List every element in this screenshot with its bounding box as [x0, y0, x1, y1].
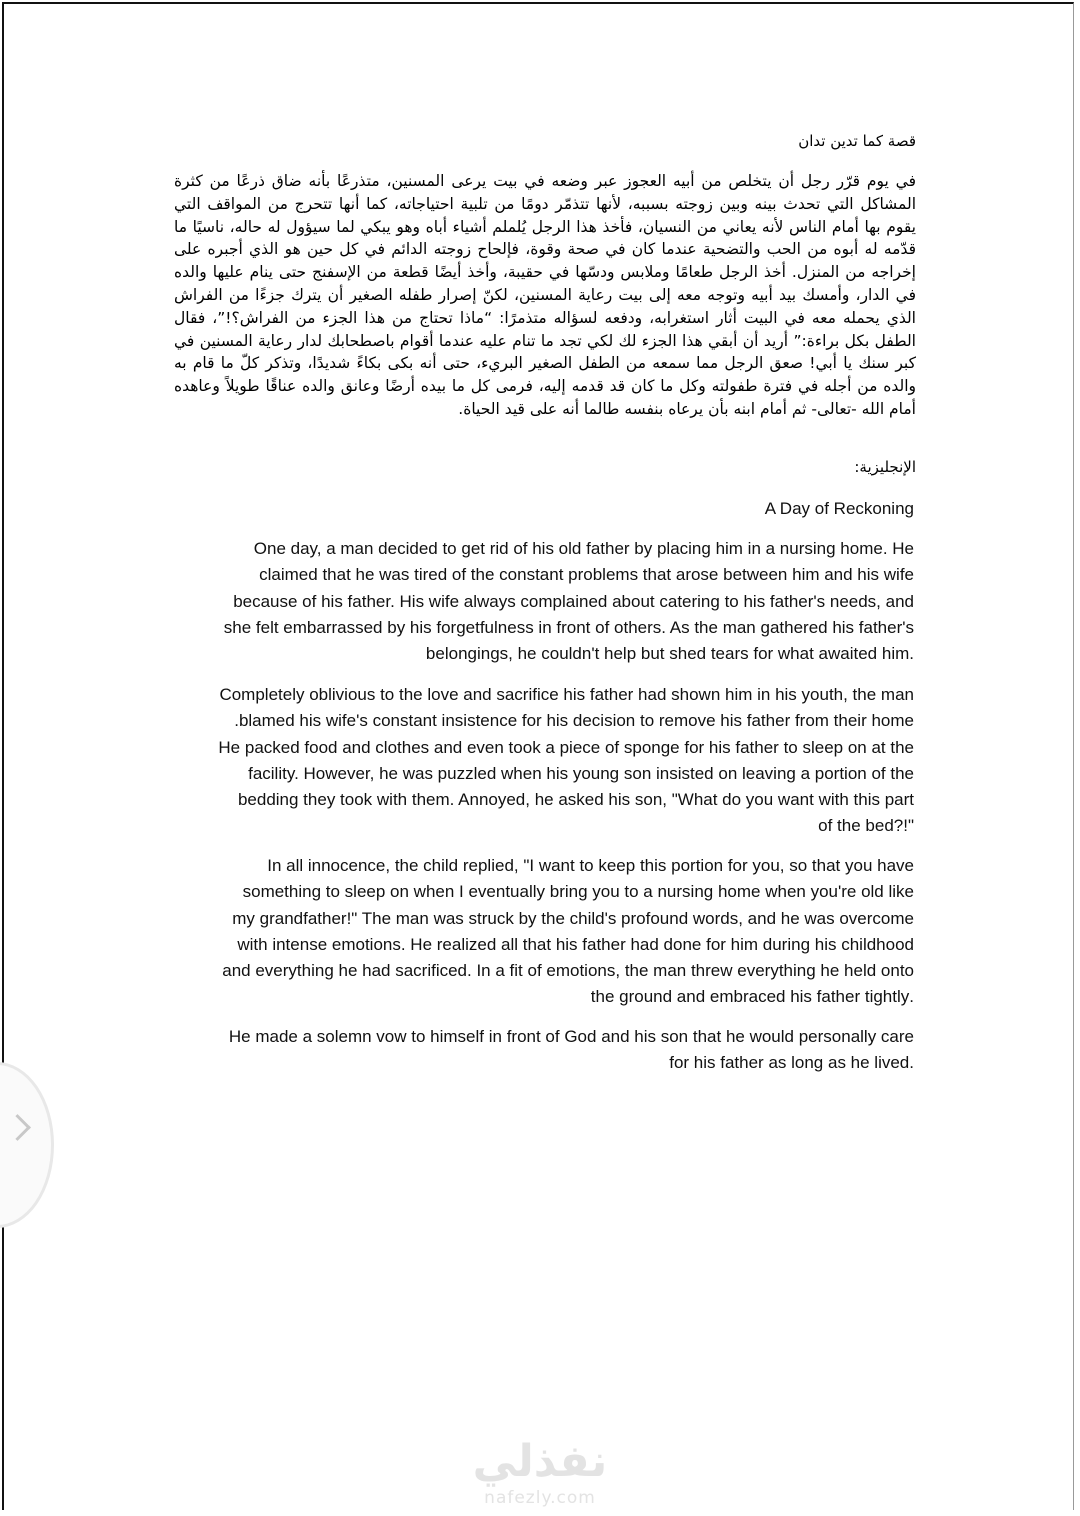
text-line: and everything he had sacrificed. In a fit of emotions, the man threw everything he held onto [222, 961, 914, 981]
english-section-label: الإنجليزية: [854, 458, 916, 476]
text-line: He made a solemn vow to himself in front of God and his son that he would personally care [228, 1027, 914, 1046]
text-line: claimed that he was tired of the constant problems that arose between him and his wife [259, 565, 914, 585]
text-line: "!?of the bed [818, 816, 914, 836]
arabic-body: في يوم قرّر رجل أن يتخلص من أبيه العجوز عبر وضعه في بيت يرعى المسنين، متذرعًا بأنه ضاق ذرعًا من كثرة المشاكل التي تحدث بينه وبين زوجته بسببه، لأنها تتذمّر دومًا من تلبية احتياجاته، كما أنها تتحرج من المواقف التي يقوم بها أمام الناس لأنه يعاني من النسيان، فأخذ هذا الرجل يُلملم أشياء أباه وهو يبكي لما سيؤول له حاله، ناسيًا ما قدّمه له أبوه من الحب والتضحية عندما كان في صحة وقوة، فإلحاح زوجته الدائم في كل حين هو الذي أجبره على إخراجه من المنزل. أخذ الرجل طعامًا وملابس ودسّها في حقيبة، وأخذ أيضًا قطعة من الإسفنج حتى ينام عليها والده في الدار، وأمسك بيد أبيه وتوجه معه إلى بيت رعاية المسنين، لكنّ إصرار طفله الصغير أن يترك جزءًا من الفراش الذي يحمله معه في البيت أثار استغرابه، ودفعه لسؤاله متذمرًا: “ماذا تحتاج من هذا الجزء من الفراش؟!”، فقال الطفل بكل براءة:” أريد أن أبقي هذا الجزء لك لكي تجد ما تنام عليه عندما أقوام باصطحابك لدار رعاية المسنين في كبر سنك يا أبي! صعق الرجل مما سمعه من الطفل الصغير البريء، حتى أنه بكى بكاءً شديدًا، وتذكر كلّ ما قام به والده من أجله في فترة طفولته وكل ما كان قد قدمه إليه، فرمى كل ما بيده أرضًا وعانق والده عناقًا طويلاً وعاهده أمام الله -تعالى- ثم أمام ابنه بأن يرعاه بنفسه طالما أنه على قيد الحياة. [174, 172, 916, 418]
watermark-url: nafezly.com [484, 1488, 596, 1508]
text-line: In all innocence, the child replied, "I want to keep this portion for you, so that you have [267, 856, 914, 875]
text-line: .the ground and embraced his father tightly [590, 987, 914, 1007]
text-line: .belongings, he couldn't help but shed tears for what awaited him [425, 644, 914, 664]
text-line: .for his father as long as he lived [669, 1053, 914, 1073]
text-line: something to sleep on when I eventually bring you to a nursing home when you're old like [242, 882, 914, 902]
text-line: One day, a man decided to get rid of his old father by placing him in a nursing home. He [253, 539, 914, 558]
english-paragraph-3 [154, 853, 914, 1011]
english-paragraph-2 [154, 682, 914, 840]
text-line: facility. However, he was puzzled when his young son insisted on leaving a portion of the [248, 763, 914, 783]
text-line: my grandfather!" The man was struck by the child's profound words, and he was overcome [232, 908, 914, 928]
text-line: with intense emotions. He realized all that his father had done for him during his childhood [237, 934, 914, 954]
text-line: blamed his wife's constant insistence for his decision to remove his father from their home. [234, 711, 914, 731]
text-line: bedding they took with them. Annoyed, he asked his son, "What do you want with this part [237, 790, 914, 810]
english-paragraph-4 [174, 1024, 914, 1077]
english-paragraph-1 [174, 536, 914, 667]
text-line: Completely oblivious to the love and sacrifice his father had shown him in his youth, the man [219, 685, 914, 704]
english-title: A Day of Reckoning [764, 499, 914, 518]
text-line: He packed food and clothes and even took a piece of sponge for his father to sleep on at the [218, 737, 914, 757]
text-line: because of his father. His wife always complained about catering to his father's needs, and [233, 591, 914, 611]
arabic-title: قصة كما تدين تدان [798, 132, 916, 150]
text-line: she felt embarrassed by his forgetfulness in front of others. As the man gathered his father's [223, 617, 914, 637]
watermark-logo: نفذلي [472, 1436, 608, 1487]
